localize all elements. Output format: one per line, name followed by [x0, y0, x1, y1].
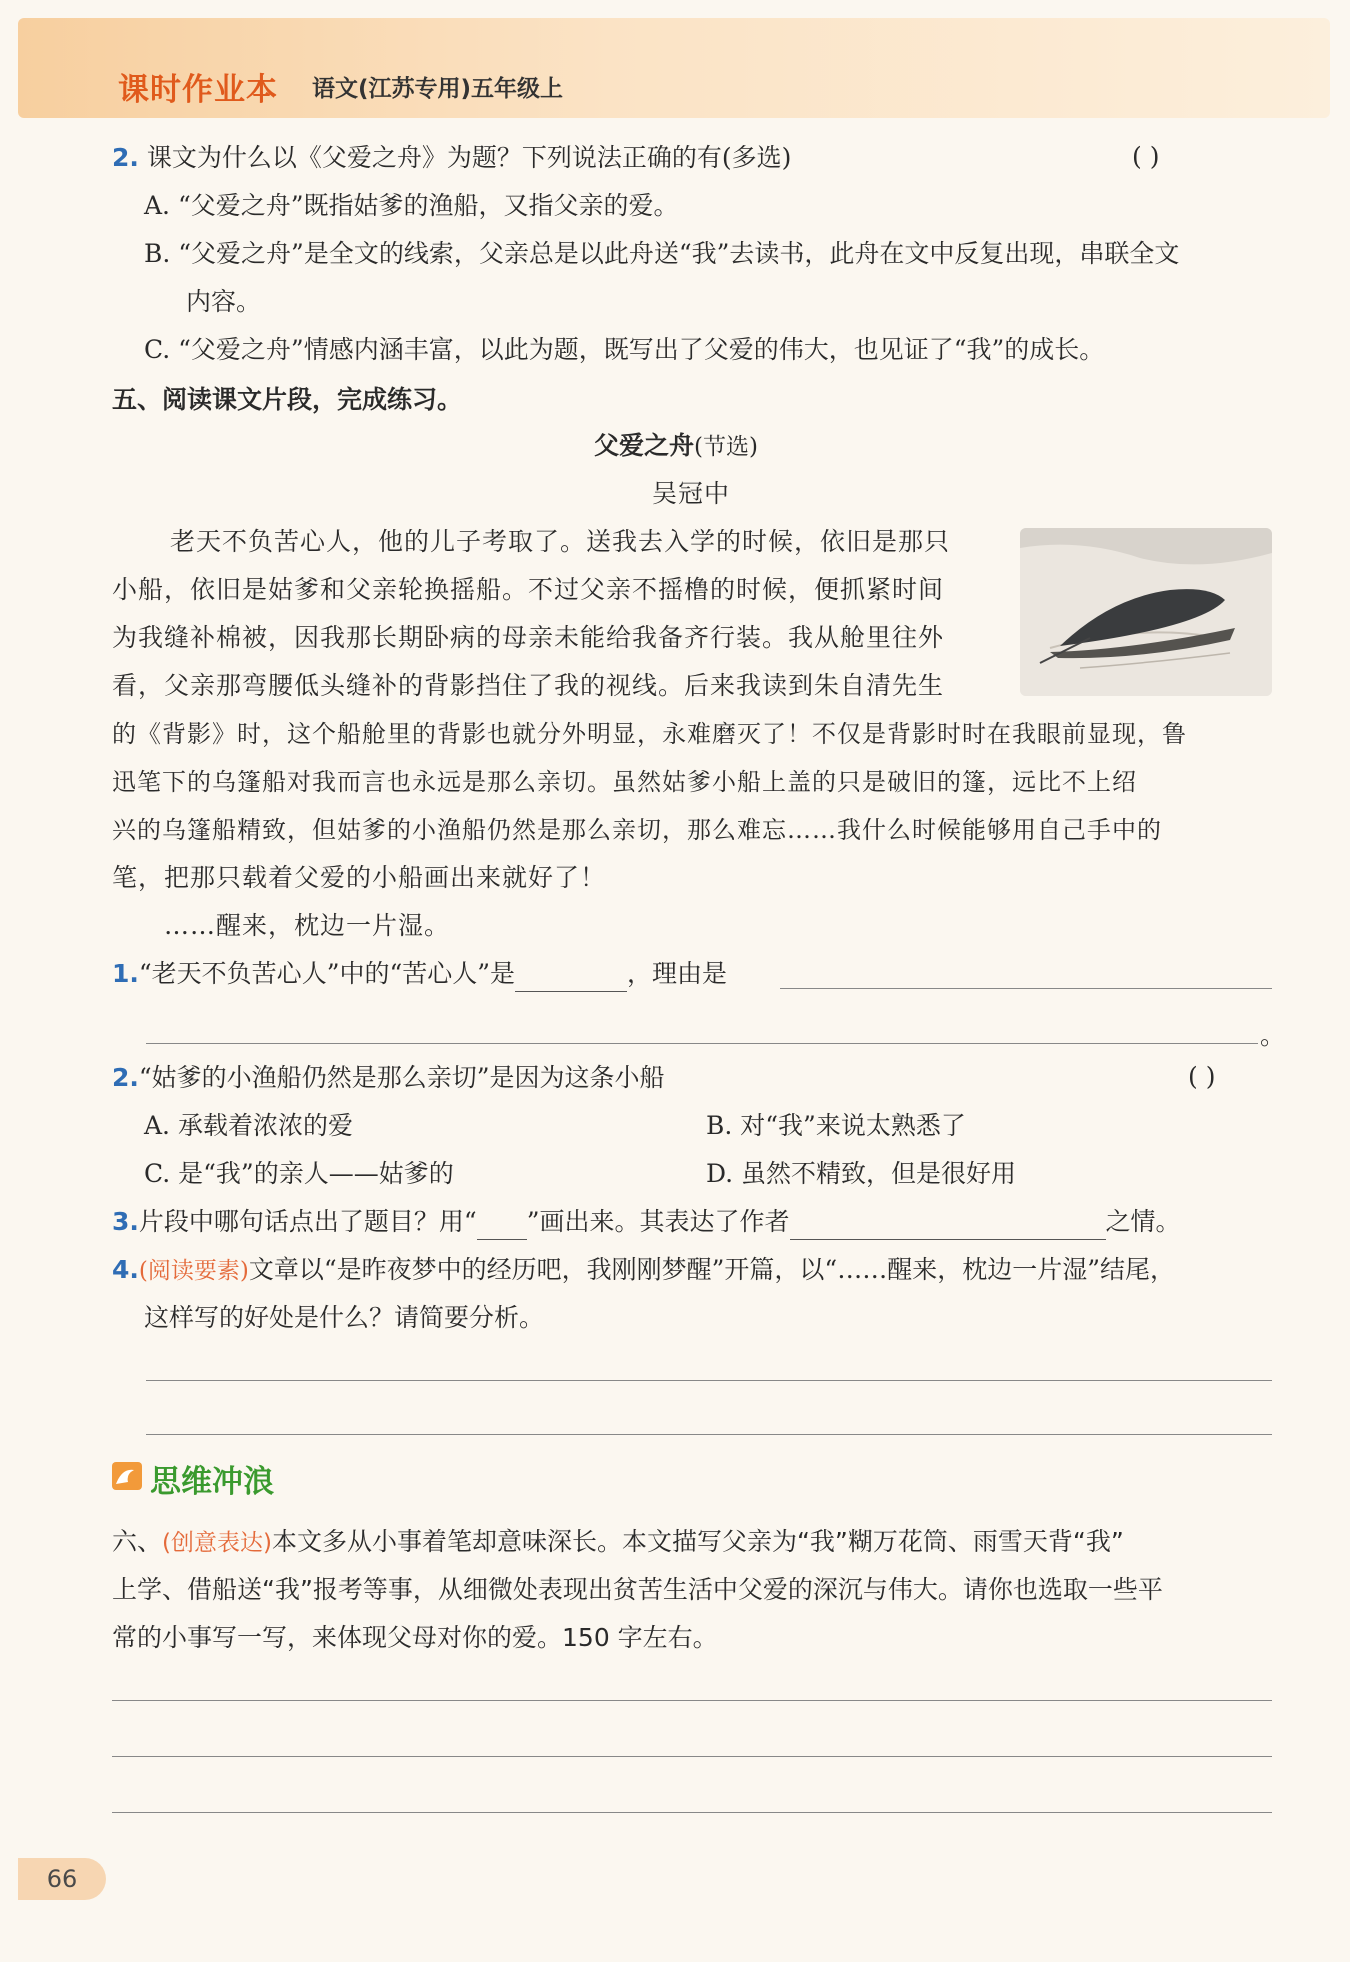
question-text: 片段中哪句话点出了题目？用“ [138, 1207, 477, 1236]
passage-title-note: (节选) [694, 434, 758, 460]
answer-blank[interactable] [790, 1213, 1106, 1240]
section-5-heading: 五、阅读课文片段，完成练习。 [112, 385, 463, 414]
answer-paren[interactable]: ( ) [1188, 1062, 1216, 1091]
passage-line: 小船，依旧是姑爹和父亲轮换摇船。不过父亲不摇橹的时候，便抓紧时间 [112, 575, 945, 604]
reading-element-tag: (阅读要素) [138, 1258, 249, 1284]
passage-title-text: 父爱之舟 [594, 431, 695, 460]
question-text: 文章以“是昨夜梦中的经历吧，我刚刚梦醒”开篇，以“……醒来，枕边一片湿”结尾， [248, 1255, 1175, 1284]
answer-line[interactable] [146, 1380, 1272, 1381]
option-a: A. 承载着浓浓的爱 [144, 1111, 353, 1140]
question-number: 1. [112, 959, 139, 988]
answer-blank[interactable] [515, 965, 627, 992]
passage-line: 为我缝补棉被，因我那长期卧病的母亲未能给我备齐行装。我从舱里往外 [112, 623, 945, 652]
task-label: 六、 [112, 1527, 163, 1556]
option-b: B. “父爱之舟”是全文的线索，父亲总是以此舟送“我”去读书，此舟在文中反复出现，串联全文 [144, 239, 1180, 268]
creative-tag: (创意表达) [162, 1530, 272, 1556]
question-1 [112, 956, 727, 992]
writing-line[interactable] [112, 1756, 1272, 1757]
task-6-line2: 上学、借船送“我”报考等事，从细微处表现出贫苦生活中父爱的深沉与伟大。请你也选取一些平 [112, 1575, 1163, 1604]
answer-line[interactable] [780, 988, 1272, 989]
question-text: 之情。 [1105, 1207, 1181, 1236]
page-number: 66 [18, 1858, 106, 1900]
option-a: A. “父爱之舟”既指姑爹的渔船，又指父亲的爱。 [144, 191, 679, 220]
thinking-section-title: 思维冲浪 [150, 1464, 274, 1500]
question-text: 课文为什么以《父爱之舟》为题？下列说法正确的有(多选) [146, 143, 792, 172]
task-text: 本文多从小事着笔却意味深长。本文描写父亲为“我”糊万花筒、雨雪天背“我” [271, 1527, 1124, 1556]
option-c: C. 是“我”的亲人——姑爹的 [144, 1159, 454, 1188]
question-2-prev [112, 140, 791, 176]
book-subtitle: 语文(江苏专用)五年级上 [312, 76, 564, 102]
question-text: “老天不负苦心人”中的“苦心人”是 [138, 959, 516, 988]
option-c: C. “父爱之舟”情感内涵丰富，以此为题，既写出了父爱的伟大，也见证了“我”的成长。 [144, 335, 1105, 364]
question-text: ”画出来。其表达了作者 [526, 1207, 790, 1236]
answer-line[interactable] [146, 1434, 1272, 1435]
passage-line: 老天不负苦心人，他的儿子考取了。送我去入学的时候，依旧是那只 [170, 527, 951, 556]
underline-sample [477, 1213, 527, 1240]
passage-line: 看，父亲那弯腰低头缝补的背影挡住了我的视线。后来我读到朱自清先生 [112, 671, 945, 700]
passage-line: 的《背影》时，这个船舱里的背影也就分外明显，永难磨灭了！不仅是背影时时在我眼前显现，鲁 [112, 720, 1187, 748]
question-number: 2. [112, 1063, 139, 1092]
task-6-line1 [112, 1524, 1124, 1561]
wave-glyph-icon [112, 1462, 142, 1490]
passage-line: 兴的乌篷船精致，但姑爹的小渔船仍然是那么亲切，那么难忘……我什么时候能够用自己手中的 [112, 816, 1162, 844]
question-3 [112, 1204, 1181, 1240]
boat-painting-icon [1020, 528, 1272, 696]
passage-title [594, 428, 758, 465]
question-4-cont: 这样写的好处是什么？请简要分析。 [144, 1303, 545, 1332]
question-4 [112, 1252, 1175, 1289]
option-b-cont: 内容。 [186, 287, 262, 316]
option-b: B. 对“我”来说太熟悉了 [706, 1111, 966, 1140]
wave-icon [112, 1462, 142, 1490]
question-text-mid: ，理由是 [627, 959, 728, 988]
answer-line[interactable] [146, 1043, 1258, 1044]
passage-line: 迅笔下的乌篷船对我而言也永远是那么亲切。虽然姑爹小船上盖的只是破旧的篷，远比不上绍 [112, 768, 1137, 796]
question-number: 2. [112, 143, 139, 172]
question-number: 4. [112, 1255, 139, 1284]
passage-author: 吴冠中 [652, 479, 731, 508]
answer-paren[interactable]: ( ) [1132, 142, 1160, 171]
option-d: D. 虽然不精致，但是很好用 [706, 1159, 1017, 1188]
boat-illustration [1020, 528, 1272, 696]
question-number: 3. [112, 1207, 139, 1236]
brand-title: 课时作业本 [118, 72, 278, 108]
passage-line: ……醒来，枕边一片湿。 [164, 911, 451, 940]
question-2 [112, 1060, 664, 1096]
task-6-line3: 常的小事写一写，来体现父母对你的爱。150 字左右。 [112, 1623, 718, 1652]
writing-line[interactable] [112, 1700, 1272, 1701]
period-mark: 。 [1260, 1021, 1286, 1050]
question-text: “姑爹的小渔船仍然是那么亲切”是因为这条小船 [138, 1063, 665, 1092]
writing-line[interactable] [112, 1812, 1272, 1813]
passage-line: 笔，把那只载着父爱的小船画出来就好了！ [112, 863, 607, 892]
